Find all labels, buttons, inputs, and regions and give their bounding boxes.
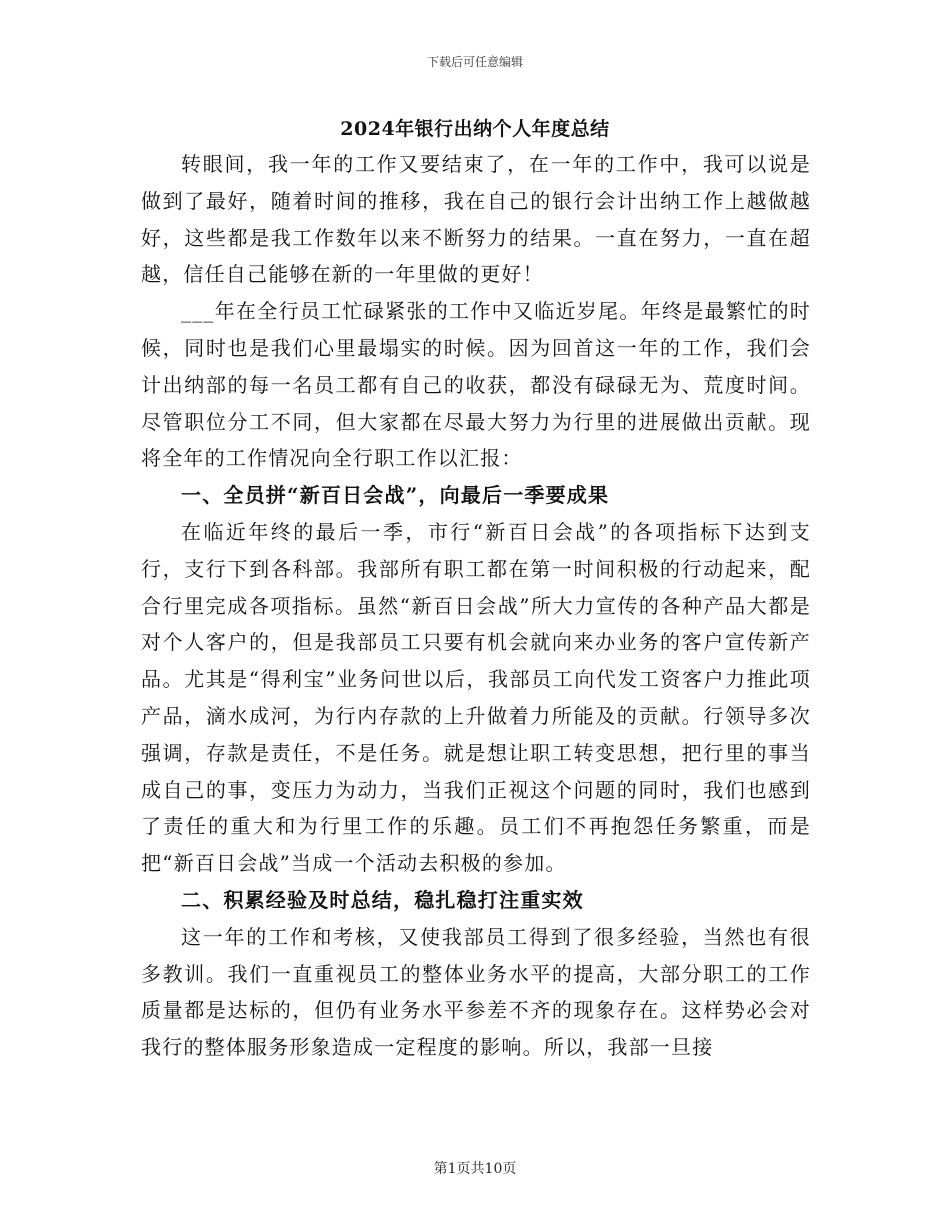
paragraph-intro: 转眼间，我一年的工作又要结束了，在一年的工作中，我可以说是做到了最好，随着时间的推移，我在自己的银行会计出纳工作上越做越好，这些都是我工作数年以来不断努力的结果。一直在努力，一直在超越，信任自己能够在新的一年里做的更好！	[141, 152, 811, 287]
paragraph-section-2: 这一年的工作和考核，又使我部员工得到了很多经验，当然也有很多教训。我们一直重视员工的整体业务水平的提高，大部分职工的工作质量都是达标的，但仍有业务水平参差不齐的现象存在。这样势必会对我行的整体服务形象造成一定程度的影响。所以，我部一旦接	[141, 924, 811, 1060]
header-note: 下载后可任意编辑	[426, 55, 523, 69]
paragraph-overview: ___年在全行员工忙碌紧张的工作中又临近岁尾。年终是最繁忙的时候，同时也是我们心里最塌实的时候。因为回首这一年的工作，我们会计出纳部的每一名员工都有自己的收获，都没有碌碌无为、荒度时间。尽管职位分工不同，但大家都在尽最大努力为行里的进展做出贡献。现将全年的工作情况向全行职工作以汇报：	[141, 299, 811, 471]
document-title: 2024年银行出纳个人年度总结	[340, 118, 610, 140]
section-heading-1: 一、全员拼“新百日会战”，向最后一季要成果	[181, 483, 610, 508]
document-body	[141, 146, 811, 1066]
section-heading-2: 二、积累经验及时总结，稳扎稳打注重实效	[181, 887, 584, 912]
paragraph-section-1: 在临近年终的最后一季，市行“新百日会战”的各项指标下达到支行，支行下到各科部。我部所有职工都在第一时间积极的行动起来，配合行里完成各项指标。虽然“新百日会战”所大力宣传的各种产品大都是对个人客户的，但是我部员工只要有机会就向来办业务的客户宣传新产品。尤其是“得利宝”业务问世以后，我部员工向代发工资客户力推此项产品，滴水成河，为行内存款的上升做着力所能及的贡献。行领导多次强调，存款是责任，不是任务。就是想让职工转变思想，把行里的事当成自己的事，变压力为动力，当我们正视这个问题的同时，我们也感到了责任的重大和为行里工作的乐趣。员工们不再抱怨任务繁重，而是把“新百日会战”当成一个活动去积极的参加。	[141, 519, 811, 876]
page-number: 第1页共10页	[433, 1161, 517, 1177]
